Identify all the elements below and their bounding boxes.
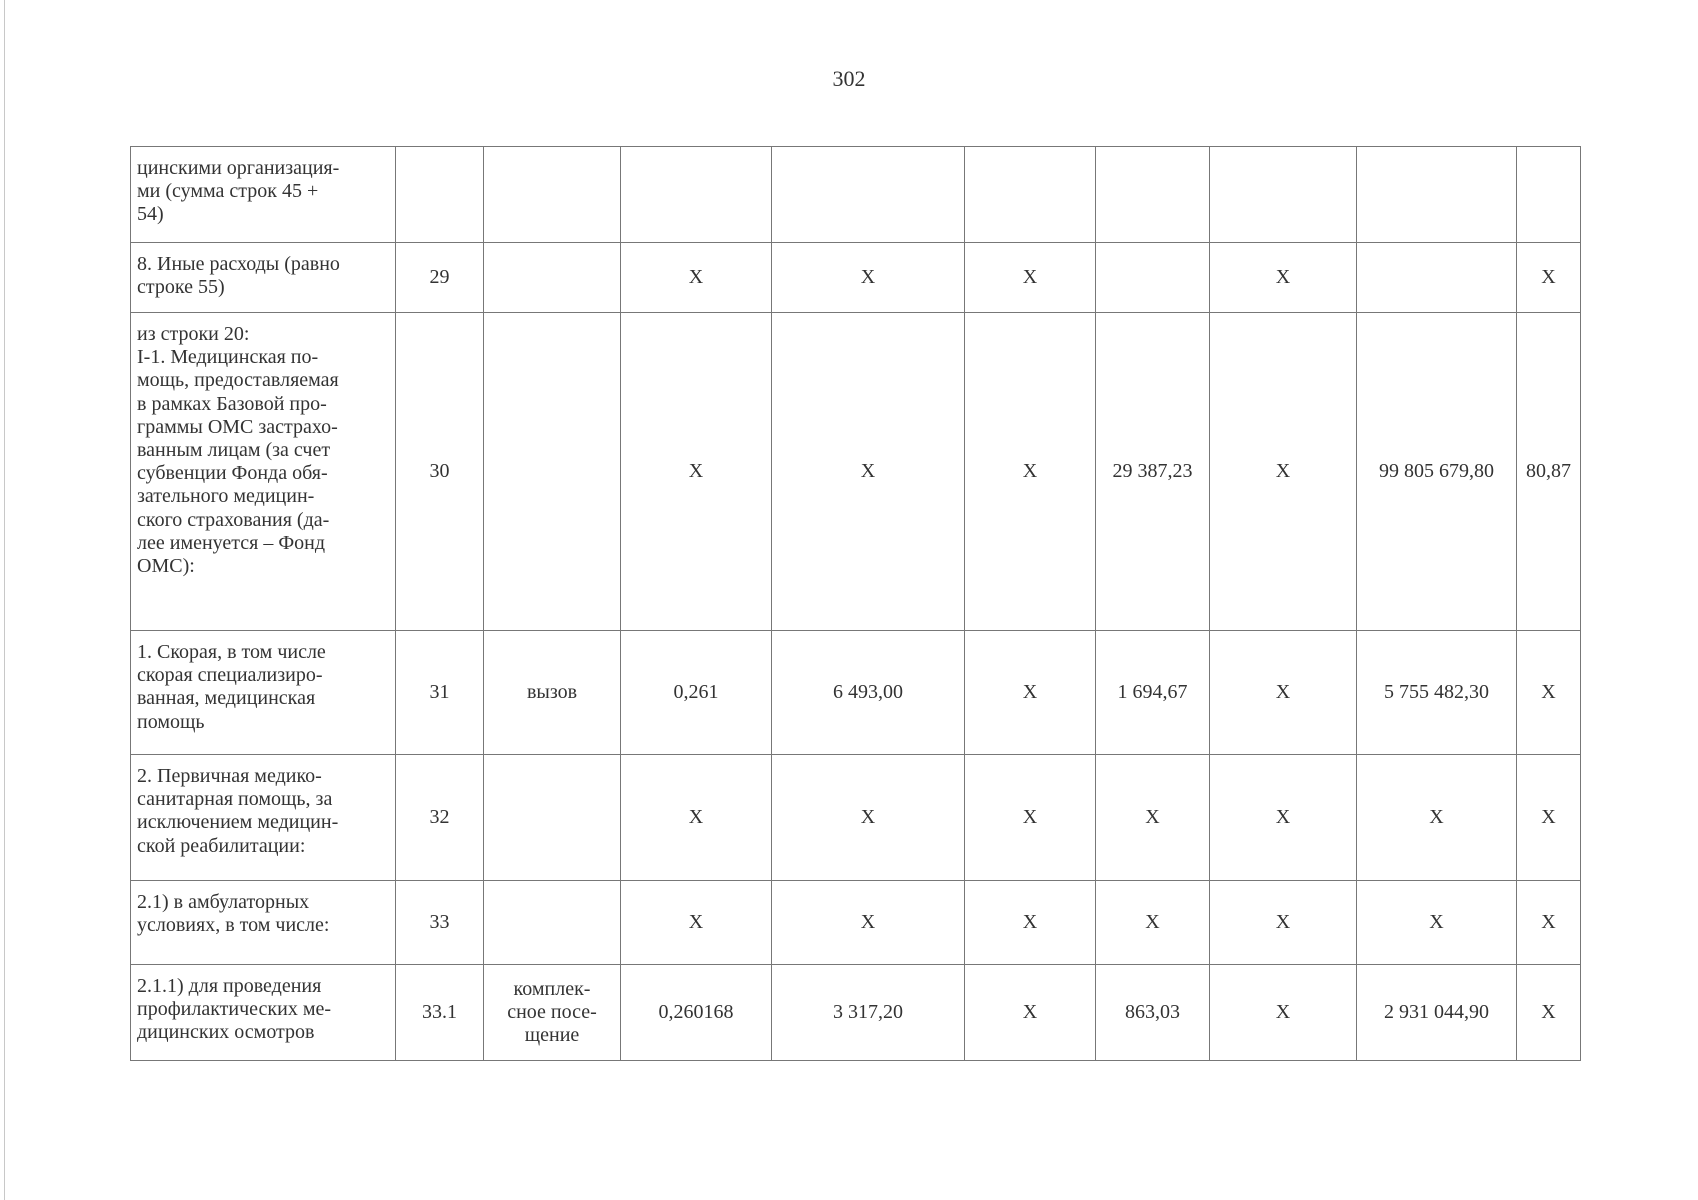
- value-cell: 6 493,00: [772, 631, 965, 755]
- row-number: 32: [396, 755, 484, 881]
- value-cell: X: [1517, 631, 1581, 755]
- table-row: [131, 631, 1581, 755]
- value-cell: 863,03: [1096, 965, 1210, 1061]
- value-cell: [965, 147, 1096, 243]
- row-description: 2.1) в амбулаторных условиях, в том числе:: [131, 881, 396, 965]
- unit-cell: вызов: [484, 631, 621, 755]
- value-cell: [772, 147, 965, 243]
- value-cell: X: [1517, 881, 1581, 965]
- unit-cell: [484, 147, 621, 243]
- value-cell: 0,261: [621, 631, 772, 755]
- value-cell: X: [772, 755, 965, 881]
- value-cell: [1096, 243, 1210, 313]
- row-number: 33.1: [396, 965, 484, 1061]
- unit-cell: [484, 313, 621, 631]
- value-cell: X: [1210, 313, 1357, 631]
- value-cell: [1517, 147, 1581, 243]
- row-number: 30: [396, 313, 484, 631]
- value-cell: X: [1517, 755, 1581, 881]
- value-cell: X: [621, 313, 772, 631]
- value-cell: X: [965, 631, 1096, 755]
- value-cell: X: [1096, 881, 1210, 965]
- value-cell: X: [965, 313, 1096, 631]
- value-cell: 99 805 679,80: [1357, 313, 1517, 631]
- value-cell: [621, 147, 772, 243]
- value-cell: [1210, 147, 1357, 243]
- row-description: 8. Иные расходы (равно строке 55): [131, 243, 396, 313]
- value-cell: X: [1517, 965, 1581, 1061]
- value-cell: X: [1210, 631, 1357, 755]
- value-cell: X: [772, 243, 965, 313]
- table-row: [131, 243, 1581, 313]
- value-cell: X: [1210, 881, 1357, 965]
- unit-cell: комплек- сное посе- щение: [484, 965, 621, 1061]
- value-cell: X: [1210, 243, 1357, 313]
- row-description: 2. Первичная медико- санитарная помощь, за исключением медицин- ской реабилитации:: [131, 755, 396, 881]
- data-table: [130, 146, 1581, 1061]
- row-number: 29: [396, 243, 484, 313]
- value-cell: X: [965, 881, 1096, 965]
- page-number: 302: [832, 66, 866, 91]
- value-cell: 5 755 482,30: [1357, 631, 1517, 755]
- table-row: [131, 965, 1581, 1061]
- row-number: [396, 147, 484, 243]
- row-description: цинскими организация- ми (сумма строк 45 + 54): [131, 147, 396, 243]
- value-cell: X: [1210, 755, 1357, 881]
- value-cell: X: [965, 965, 1096, 1061]
- row-description: 2.1.1) для проведения профилактических ме- дицинских осмотров: [131, 965, 396, 1061]
- value-cell: X: [772, 313, 965, 631]
- value-cell: 2 931 044,90: [1357, 965, 1517, 1061]
- value-cell: 29 387,23: [1096, 313, 1210, 631]
- row-number: 31: [396, 631, 484, 755]
- value-cell: 1 694,67: [1096, 631, 1210, 755]
- value-cell: X: [772, 881, 965, 965]
- value-cell: X: [1357, 755, 1517, 881]
- value-cell: X: [965, 755, 1096, 881]
- value-cell: X: [1210, 965, 1357, 1061]
- value-cell: X: [621, 881, 772, 965]
- row-description: из строки 20: I-1. Медицинская по- мощь, предоставляемая в рамках Базовой про- граммы ОМС застрахо- ванным лицам (за счет субвенции Фонда обя- зательного медицин- ского страхования (да- лее именуется – Фонд ОМС):: [131, 313, 396, 631]
- value-cell: 3 317,20: [772, 965, 965, 1061]
- value-cell: [1357, 243, 1517, 313]
- table-row: [131, 755, 1581, 881]
- value-cell: 0,260168: [621, 965, 772, 1061]
- value-cell: X: [1357, 881, 1517, 965]
- table-row: [131, 313, 1581, 631]
- value-cell: X: [621, 755, 772, 881]
- value-cell: [1096, 147, 1210, 243]
- value-cell: X: [1096, 755, 1210, 881]
- unit-cell: [484, 881, 621, 965]
- table-row: [131, 147, 1581, 243]
- unit-cell: [484, 243, 621, 313]
- unit-cell: [484, 755, 621, 881]
- value-cell: X: [965, 243, 1096, 313]
- row-description: 1. Скорая, в том числе скорая специализиро- ванная, медицинская помощь: [131, 631, 396, 755]
- value-cell: 80,87: [1517, 313, 1581, 631]
- scan-edge-line: [4, 0, 5, 1200]
- row-number: 33: [396, 881, 484, 965]
- table-row: [131, 881, 1581, 965]
- value-cell: X: [1517, 243, 1581, 313]
- value-cell: X: [621, 243, 772, 313]
- value-cell: [1357, 147, 1517, 243]
